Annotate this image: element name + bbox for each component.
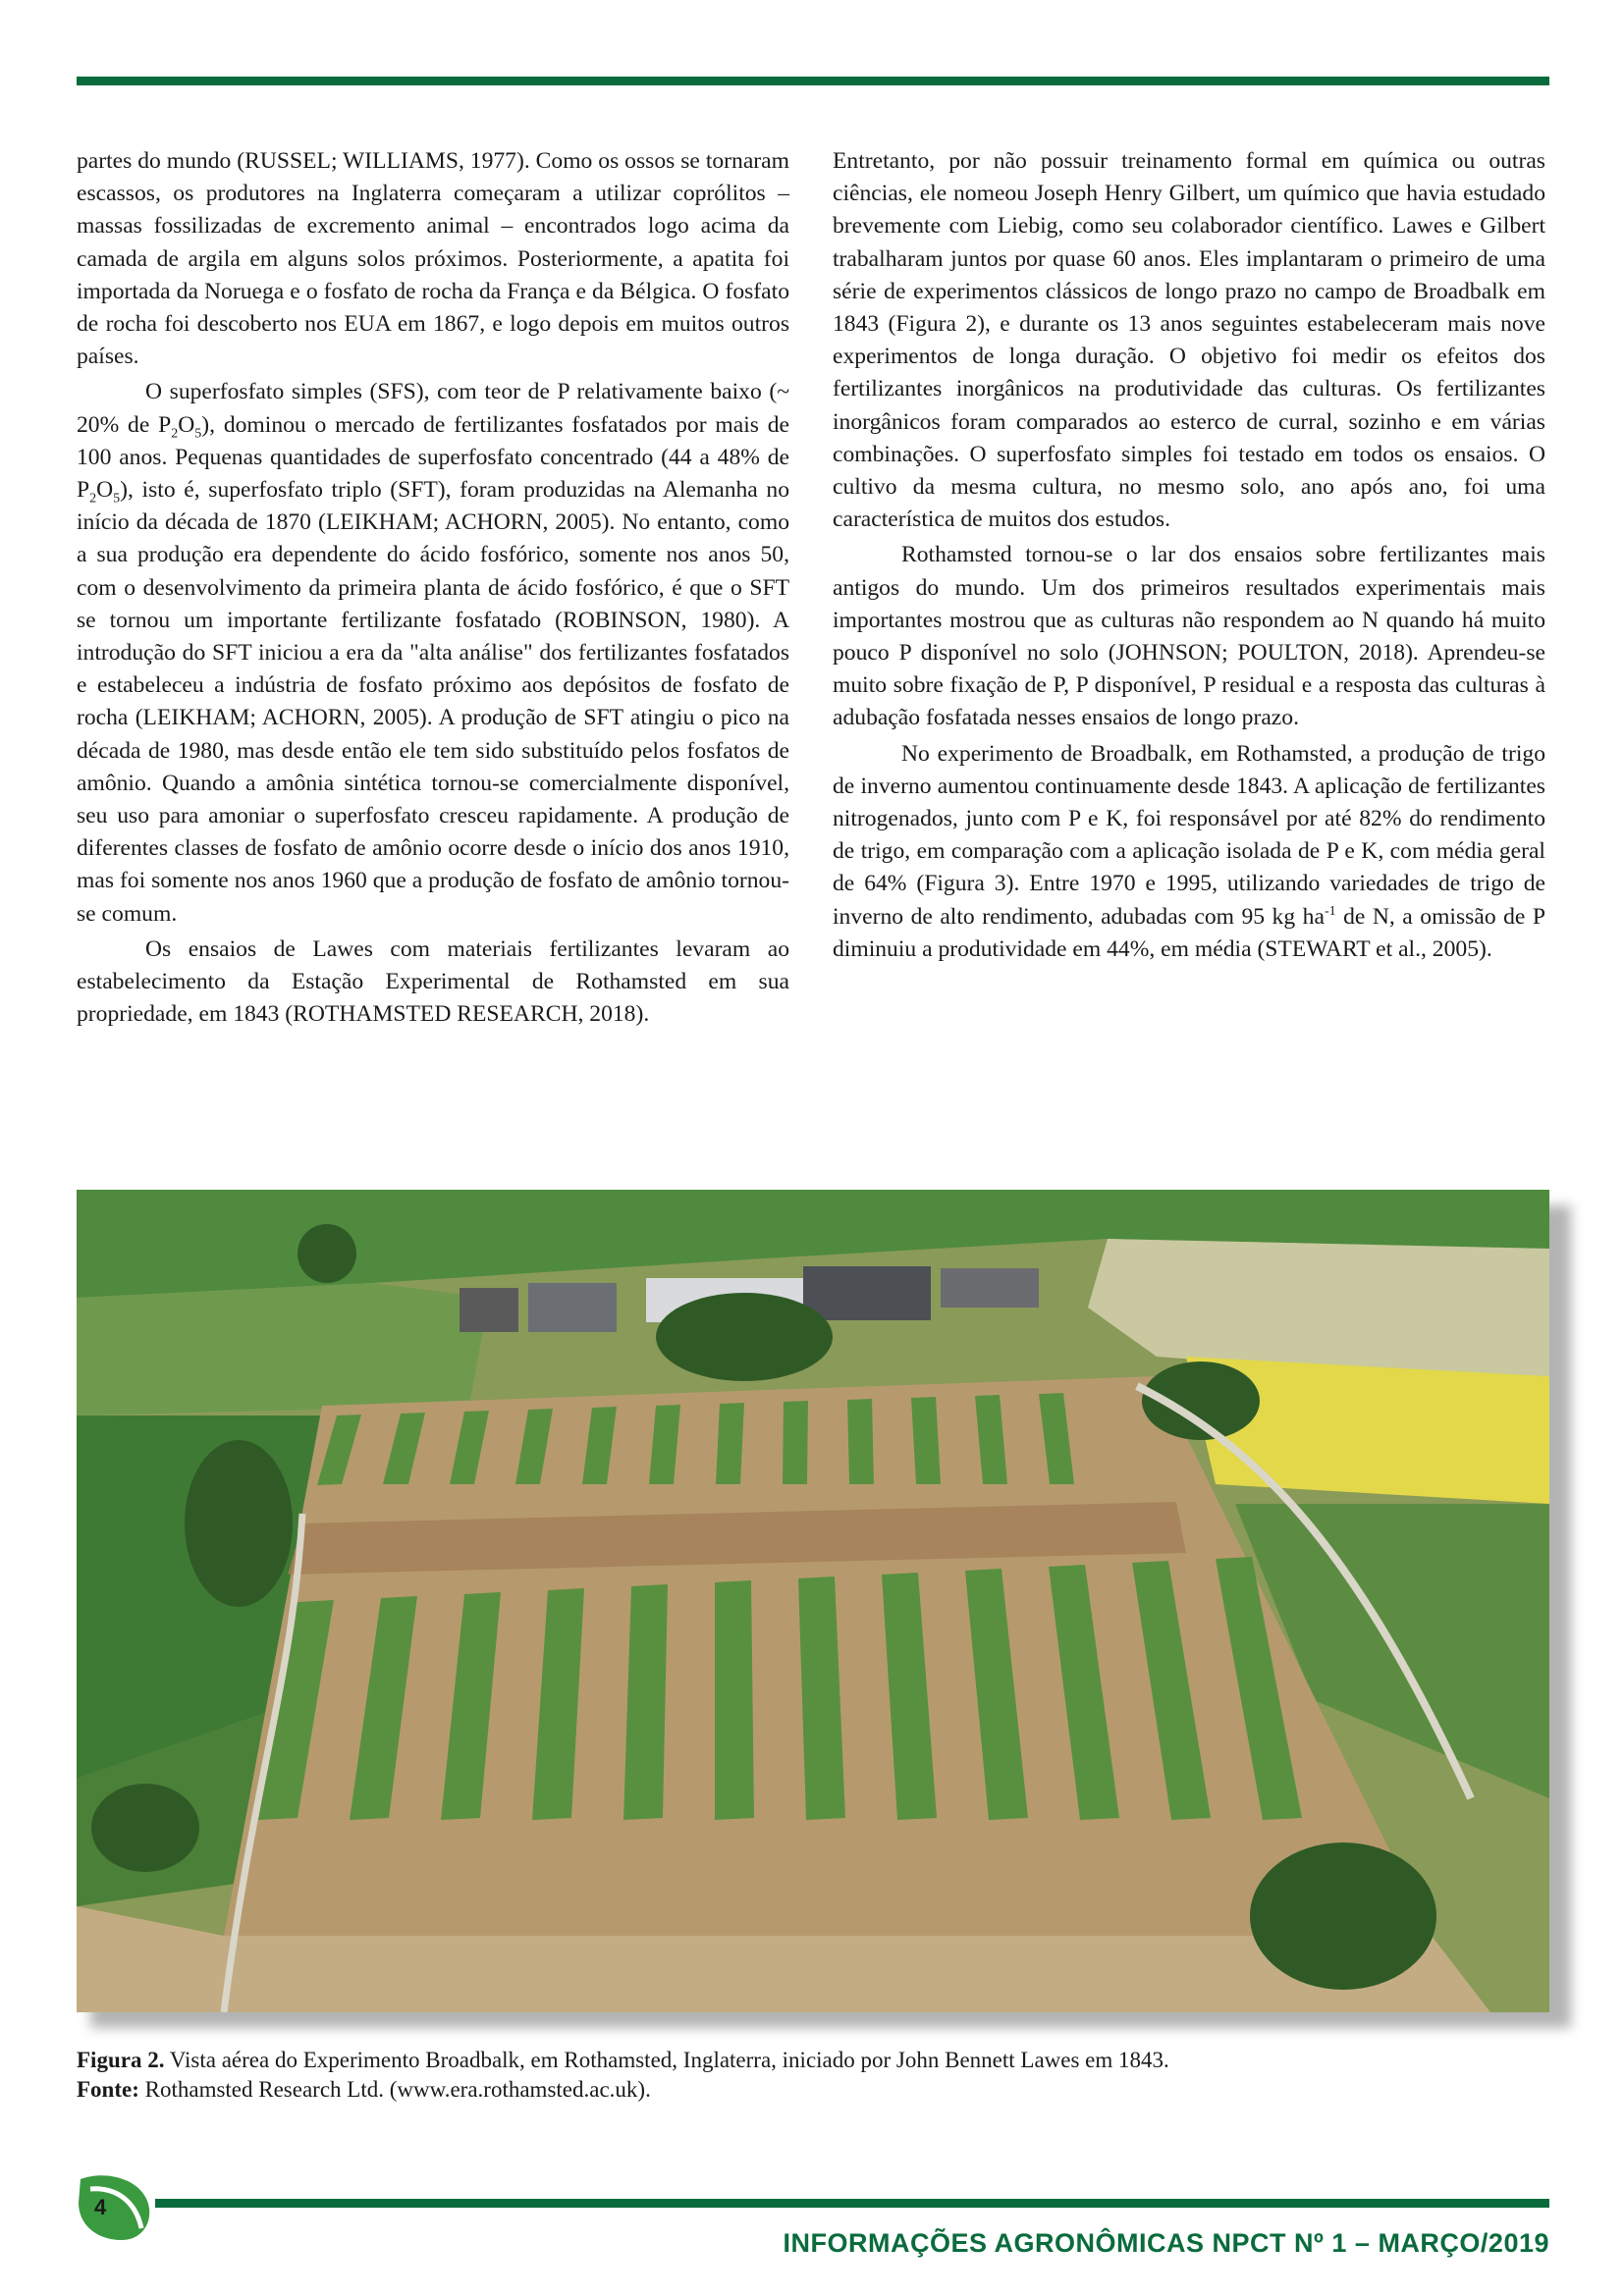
caption-line: Figura 2. Vista aérea do Experimento Broadbalk, em Rothamsted, Inglaterra, iniciado por John Bennett Lawes em 1843. <box>77 2048 1169 2072</box>
leaf-icon <box>77 2169 153 2242</box>
left-column <box>77 145 789 1034</box>
left-paragraph-2: O superfosfato simples (SFS), com teor de P relativamente baixo (~ 20% de $P_2O_5$), dominou o mercado de fertilizantes fosfatados por mais de 100 anos. Pequenas quantidades de superfosfato concentrado (44 a 48% de $P_2O_5$), isto é, superfosfato triplo (SFT), foram produzidas na Alemanha no início da década de 1870 (LEIKHAM; ACHORN, 2005). No entanto, como a sua produção era dependente do ácido fosfórico, somente nos anos 50, com o desenvolvimento da primeira planta de ácido fosfórico, é que o SFT se tornou um importante fertilizante fosfatado (ROBINSON, 1980). A introdução do SFT iniciou a era da "alta análise" dos fertilizantes fosfatados e estabeleceu a indústria de fosfato próximo aos depósitos de fosfato de rocha (LEIKHAM; ACHORN, 2005). A produção de SFT atingiu o pico na década de 1980, mas desde então ele tem sido substituído pelos fosfatos de amônio. Quando a amônia sintética tornou-se comercialmente disponível, seu uso para amoniar o superfosfato cresceu rapidamente. A produção de diferentes classes de fosfato de amônio ocorre desde o início dos anos 1910, mas foi somente nos anos 1960 que a produção de fosfato de amônio tornou-se comum. <box>77 379 789 927</box>
right-paragraph-2: Rothamsted tornou-se o lar dos ensaios sobre fertilizantes mais antigos do mundo. Um dos primeiros resultados experimentais mais importantes mostrou que as culturas não respondem ao N quando há muito pouco P disponível no solo (JOHNSON; POULTON, 2018). Aprendeu-se muito sobre fixação de P, P disponível, P residual e a resposta das culturas à adubação fosfatada nesses ensaios de longo prazo. <box>833 542 1545 731</box>
source-line: Fonte: Rothamsted Research Ltd. (www.era.rothamsted.ac.uk). <box>77 2077 651 2102</box>
right-column <box>833 145 1545 969</box>
page-number: 4 <box>94 2195 107 2219</box>
aerial-photo <box>77 1190 1549 2012</box>
header-rule <box>77 77 1549 85</box>
figure-caption <box>77 2046 1549 2105</box>
footer-rule <box>155 2199 1549 2208</box>
right-paragraph-3: No experimento de Broadbalk, em Rothamsted, a produção de trigo de inverno aumentou continuamente desde 1843. A aplicação de fertilizantes nitrogenados, junto com P e K, foi responsável por até 82% do rendimento de trigo, em comparação com a aplicação isolada de P e K, com média geral de 64% (Figura 3). Entre 1970 e 1995, utilizando variedades de trigo de inverno de alto rendimento, adubadas com 95 kg $ha^{-1}$ de N, a omissão de P diminuiu a produtividade em 44%, em média (STEWART et al., 2005). <box>833 740 1546 962</box>
right-paragraph-1: Entretanto, por não possuir treinamento formal em química ou outras ciências, ele nomeou Joseph Henry Gilbert, um químico que havia estudado brevemente com Liebig, como seu colaborador científico. Lawes e Gilbert trabalharam juntos por quase 60 anos. Eles implantaram o primeiro de uma série de experimentos clássicos de longo prazo no campo de Broadbalk em 1843 (Figura 2), e durante os 13 anos seguintes estabeleceram mais nove experimentos de longa duração. O objetivo foi medir os efeitos dos fertilizantes inorgânicos na produtividade das culturas. Os fertilizantes inorgânicos foram comparados ao esterco de curral, sozinho e em várias combinações. O superfosfato simples foi testado em todos os ensaios. O cultivo da mesma cultura, no mesmo solo, ano após ano, foi uma característica de muitos dos estudos. <box>833 148 1545 533</box>
left-paragraph-3: Os ensaios de Lawes com materiais fertilizantes levaram ao estabelecimento da Estação Experimental de Rothamsted em sua propriedade, em 1843 (ROTHAMSTED RESEARCH, 2018). <box>77 935 789 1028</box>
journal-title: INFORMAÇÕES AGRONÔMICAS NPCT Nº 1 – MARÇO/2019 <box>783 2228 1549 2258</box>
left-paragraph-1: partes do mundo (RUSSEL; WILLIAMS, 1977). Como os ossos se tornaram escassos, os produtores na Inglaterra começaram a utilizar coprólitos – massas fossilizadas de excremento animal – encontrados logo acima da camada de argila em alguns solos próximos. Posteriormente, a apatita foi importada da Noruega e o fosfato de rocha da França e da Bélgica. O fosfato de rocha foi descoberto nos EUA em 1867, e logo depois em muitos outros países. <box>77 148 789 370</box>
aerial-photo-illustration <box>77 1190 1549 2012</box>
